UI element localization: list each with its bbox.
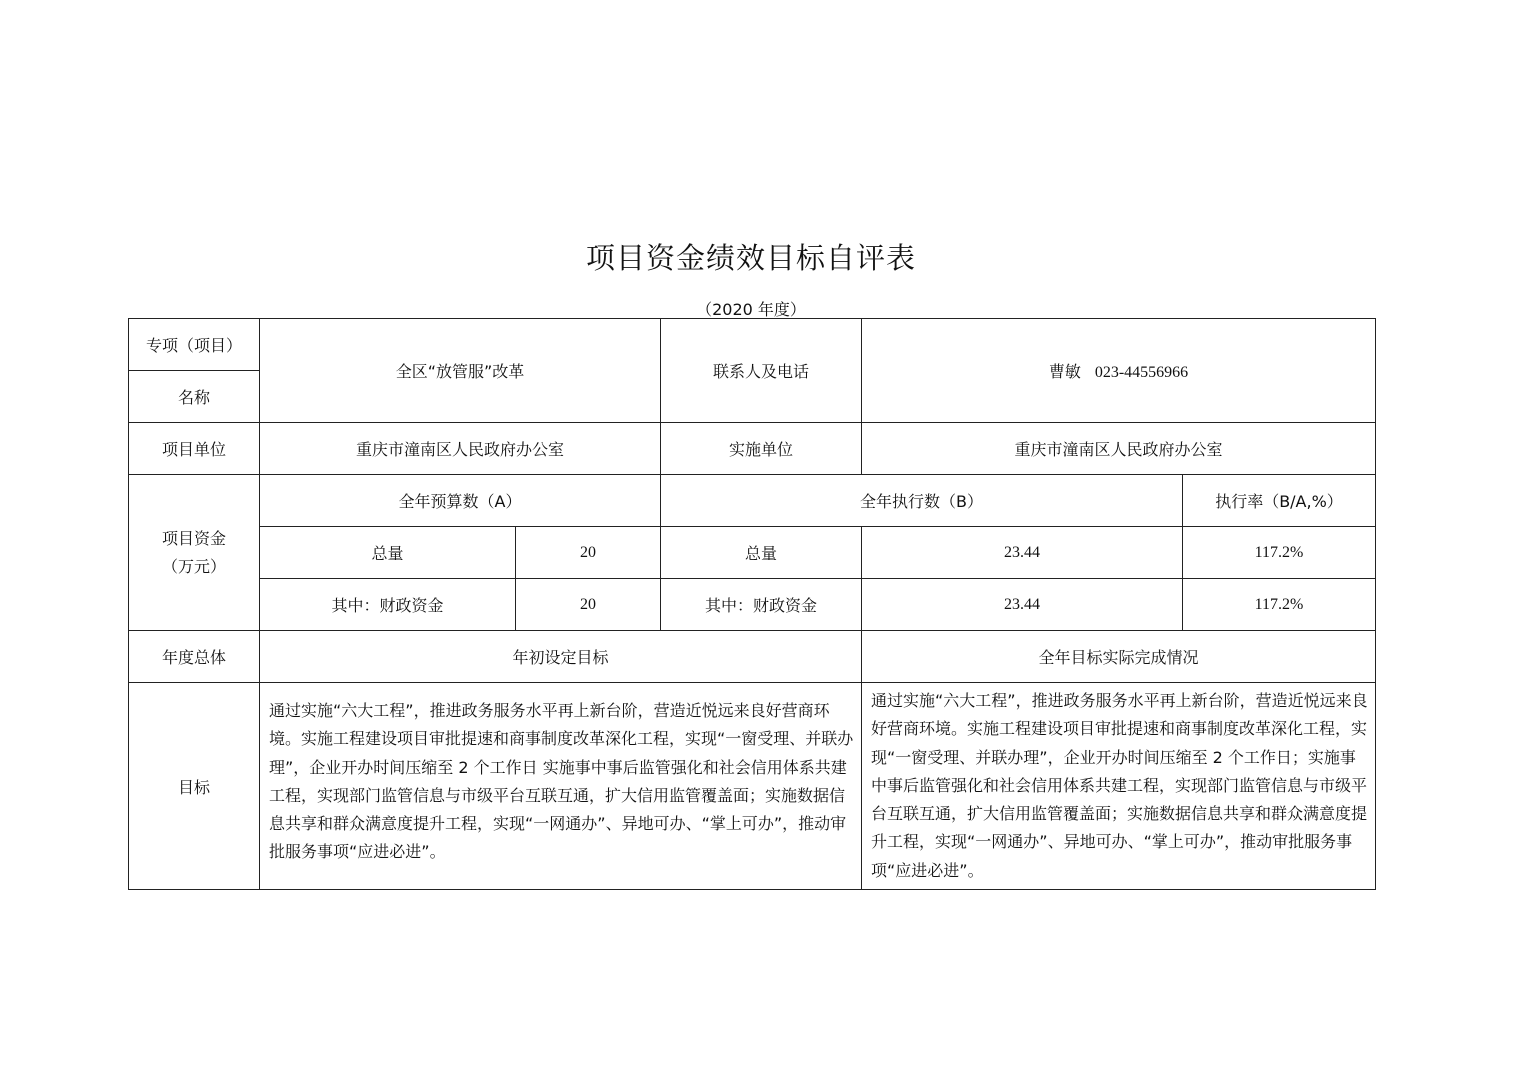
exec-header: 全年执行数（B） [661,475,1183,527]
contact-value [862,319,1376,423]
fiscal-exec-label: 其中：财政资金 [661,579,862,631]
total-budget: 20 [516,527,661,579]
total-label: 总量 [260,527,516,579]
goal-label: 目标 [129,683,260,890]
page-title: 项目资金绩效目标自评表 [585,241,916,275]
contact-name: 曹敏 [1048,362,1081,381]
fiscal-exec: 23.44 [862,579,1183,631]
fund-label [129,475,260,631]
project-name: 全区“放管服”改革 [260,319,661,423]
fiscal-budget: 20 [516,579,661,631]
actual-header: 全年目标实际完成情况 [862,631,1376,683]
budget-header: 全年预算数（A） [260,475,661,527]
initial-goal-text: 通过实施“六大工程”，推进政务服务水平再上新台阶，营造近悦远来良好营商环境。实施工程建设项目审批提速和商事制度改革深化工程，实现“一窗受理、并联办理”，企业开办时间压缩至 2 个工作日 实施事中事后监管强化和社会信用体系共建工程，实现部门监管信息与市级平台互联互通，扩大信用监管覆盖面；实施数据信息共享和群众满意度提升工程，实现“一网通办”、异地可办、“掌上可办”，推动审批服务事项“应进必进”。 [260,683,862,890]
fiscal-rate: 117.2% [1183,579,1376,631]
impl-label: 实施单位 [661,423,862,475]
fund-label-2: （万元） [161,556,226,576]
unit-value: 重庆市潼南区人民政府办公室 [260,423,661,475]
contact-phone: 023-44556966 [1094,364,1189,381]
year-subtitle: （2020 年度） [696,300,806,319]
project-label-2: 名称 [129,371,260,423]
actual-text: 通过实施“六大工程”，推进政务服务水平再上新台阶，营造近悦远来良好营商环境。实施工程建设项目审批提速和商事制度改革深化工程，实现“一窗受理、并联办理”，企业开办时间压缩至 2 个工作日；实施事中事后监管强化和社会信用体系共建工程，实现部门监管信息与市级平台互联互通，扩大信用监管覆盖面；实施数据信息共享和群众满意度提升工程，实现“一网通办”、异地可办、“掌上可办”，推动审批服务事项“应进必进”。 [862,683,1376,890]
total-exec-label: 总量 [661,527,862,579]
initial-goal-header: 年初设定目标 [260,631,862,683]
fiscal-label: 其中：财政资金 [260,579,516,631]
contact-label: 联系人及电话 [661,319,862,423]
project-label-1: 专项（项目） [129,319,260,371]
overall-label: 年度总体 [129,631,260,683]
evaluation-table [128,318,1376,890]
fund-label-1: 项目资金 [161,528,226,548]
rate-header: 执行率（B/A,%） [1183,475,1376,527]
total-exec: 23.44 [862,527,1183,579]
total-rate: 117.2% [1183,527,1376,579]
impl-value: 重庆市潼南区人民政府办公室 [862,423,1376,475]
unit-label: 项目单位 [129,423,260,475]
